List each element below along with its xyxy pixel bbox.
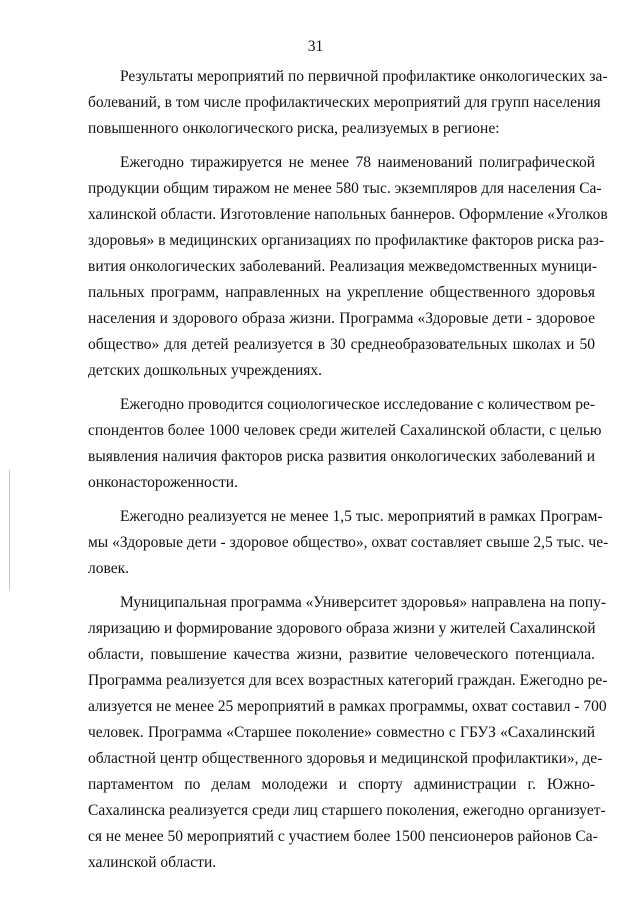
paragraph (88, 590, 608, 876)
text-line: халинской области. Изготовление напольных баннеров. Оформление «Уголков (88, 206, 608, 223)
text-line: спондентов более 1000 человек среди жителей Сахалинской области, с целью (88, 422, 602, 439)
paragraph (88, 150, 608, 384)
page-number: 31 (307, 38, 324, 55)
text-line: Ежегодно тиражируется не менее 78 наименований полиграфической (120, 154, 595, 171)
text-line: Результаты мероприятий по первичной профилактике онкологических за- (120, 68, 608, 85)
text-line: человек. Программа «Старшее поколение» совместно с ГБУЗ «Сахалинский (88, 724, 595, 741)
text-line: Сахалинска реализуется среди лиц старшего поколения, ежегодно организует- (88, 802, 606, 819)
text-line: повышенного онкологического риска, реализуемых в регионе: (88, 120, 500, 137)
text-line: ся не менее 50 мероприятий с участием более 1500 пенсионеров районов Са- (88, 828, 598, 845)
text-line: детских дошкольных учреждениях. (88, 362, 323, 379)
text-line: Ежегодно проводится социологическое исследование с количеством ре- (120, 396, 595, 413)
text-line: выявления наличия факторов риска развития онкологических заболеваний и (88, 448, 595, 465)
text-line: пальных программ, направленных на укрепление общественного здоровья (88, 284, 595, 301)
text-line: ализуется не менее 25 мероприятий в рамках программы, охват составил - 700 (88, 698, 607, 715)
text-line: Муниципальная программа «Университет здоровья» направлена на попу- (120, 594, 607, 611)
text-line: области, повышение качества жизни, развитие человеческого потенциала. (88, 646, 595, 663)
text-line: Ежегодно реализуется не менее 1,5 тыс. мероприятий в рамках Програм- (120, 508, 603, 525)
text-line: вития онкологических заболеваний. Реализация межведомственных муници- (88, 258, 598, 275)
text-line: онконастороженности. (88, 474, 238, 491)
text-line: партаментом по делам молодежи и спорту администрации г. Южно- (88, 776, 595, 793)
scan-artifact-line (9, 470, 10, 590)
paragraph (88, 392, 602, 496)
text-line: Программа реализуется для всех возрастных категорий граждан. Ежегодно ре- (88, 672, 608, 689)
text-line: общество» для детей реализуется в 30 среднеобразовательных школах и 50 (88, 336, 595, 353)
text-line: областной центр общественного здоровья и медицинской профилактики», де- (88, 750, 603, 767)
text-line: населения и здорового образа жизни. Программа «Здоровые дети - здоровое (88, 310, 595, 327)
paragraph (88, 64, 608, 142)
paragraph (88, 504, 609, 582)
text-line: здоровья» в медицинских организациях по профилактике факторов риска раз- (88, 232, 604, 249)
text-line: мы «Здоровые дети - здоровое общество», охват составляет свыше 2,5 тыс. че- (88, 534, 609, 551)
text-line: болеваний, в том числе профилактических мероприятий для групп населения (88, 94, 601, 111)
text-line: ловек. (88, 560, 129, 577)
text-line: ляризацию и формирование здорового образа жизни у жителей Сахалинской (88, 620, 596, 637)
document-body (88, 64, 609, 876)
text-line: халинской области. (88, 854, 217, 871)
text-line: продукции общим тиражом не менее 580 тыс. экземпляров для населения Са- (88, 180, 602, 197)
